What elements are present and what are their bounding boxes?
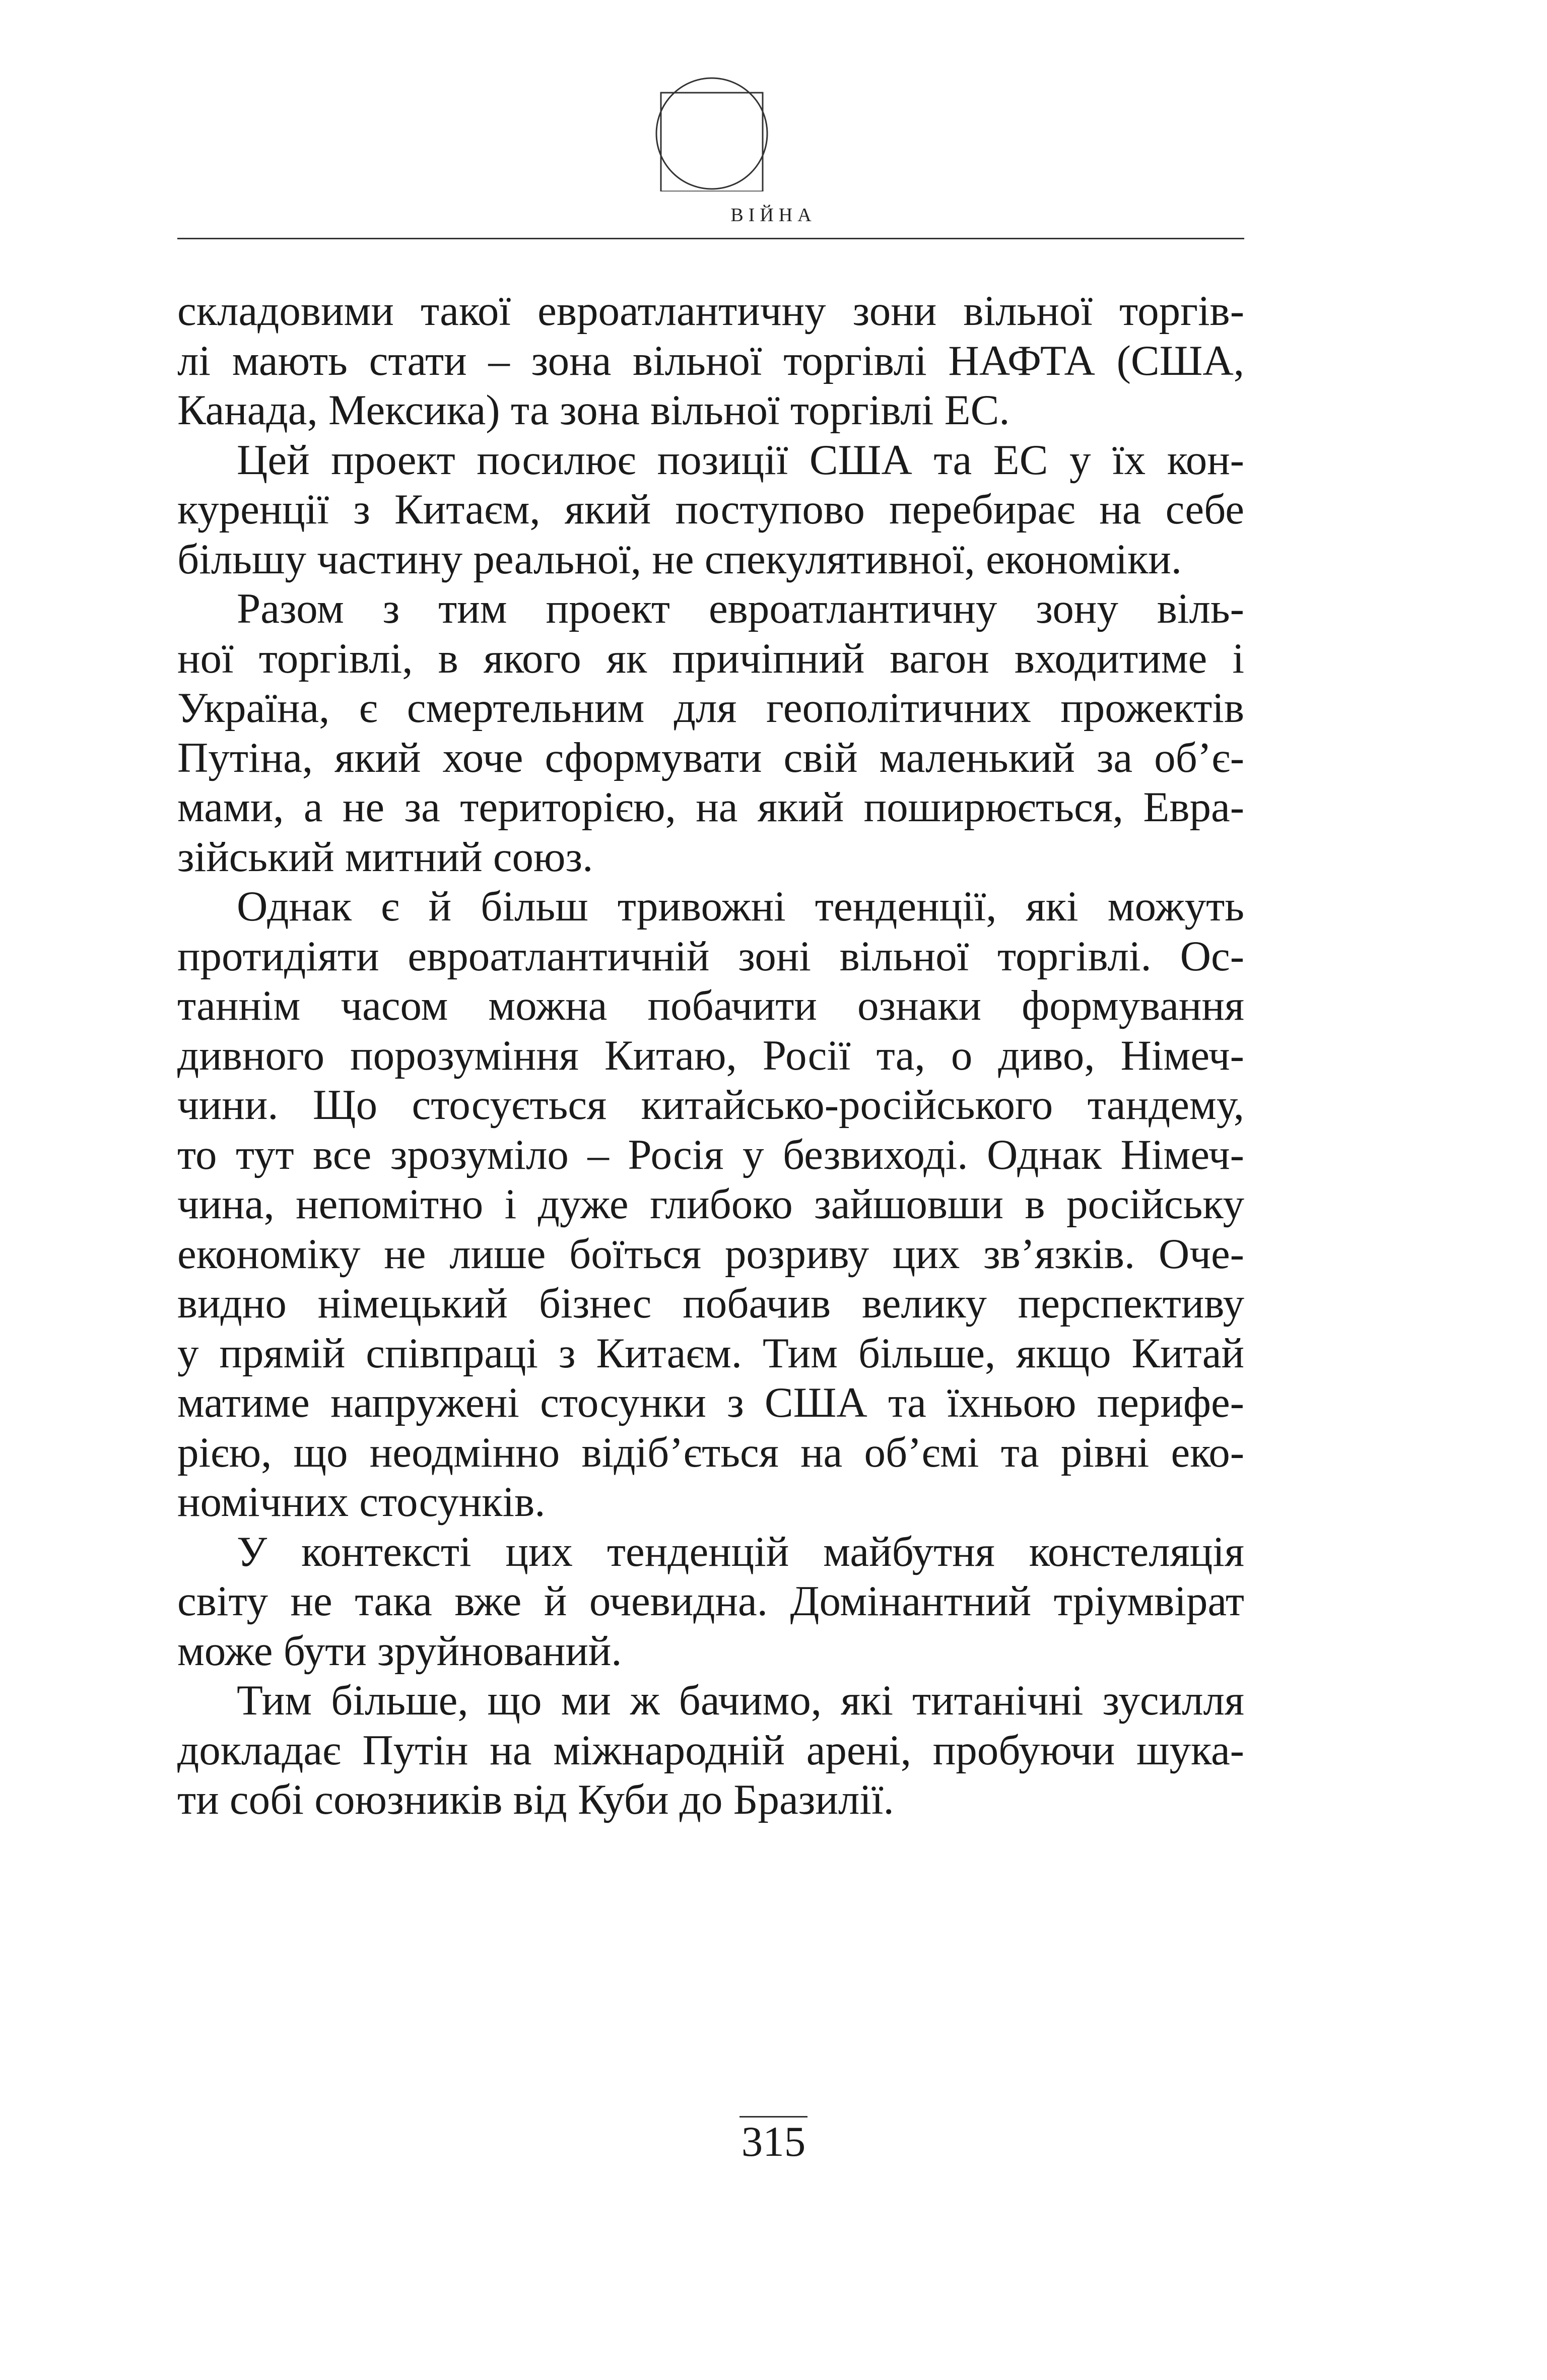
text-line: ти собі союзників від Куби до Бразилії. <box>177 1776 894 1823</box>
page-number <box>0 2116 1547 2167</box>
text-line: докладає Путін на міжнародній арені, пробуючи шука- <box>177 1726 1244 1774</box>
header-divider <box>177 238 1244 239</box>
circle-square-emblem-icon <box>654 76 770 191</box>
section-title: ВІЙНА <box>730 205 817 226</box>
text-line: Канада, Мексика) та зона вільної торгівлі ЕС. <box>177 386 1010 434</box>
text-line: матиме напружені стосунки з США та їхньою перифе- <box>177 1379 1244 1426</box>
text-line: рією, що неодмінно відіб’ється на об’ємі та рівні еко- <box>177 1428 1244 1476</box>
text-line: чина, непомітно і дуже глибоко зайшовши в російську <box>177 1180 1244 1228</box>
text-line: Цей проект посилює позиції США та ЕС у їх кон- <box>237 436 1244 484</box>
text-line: у прямій співпраці з Китаєм. Тим більше, якщо Китай <box>177 1329 1244 1377</box>
text-line: чини. Що стосується китайсько-російського тандему, <box>177 1081 1244 1129</box>
text-line: Путіна, який хоче сформувати свій маленький за об’є- <box>177 734 1244 781</box>
text-line: то тут все зрозуміло – Росія у безвиході. Однак Німеч- <box>177 1131 1244 1178</box>
text-line: економіку не лише боїться розриву цих зв’язків. Оче- <box>177 1230 1244 1278</box>
text-line: Тим більше, що ми ж бачимо, які титанічні зусилля <box>237 1677 1244 1724</box>
text-line: ної торгівлі, в якого як причіпний вагон входитиме і <box>177 634 1244 682</box>
text-line: номічних стосунків. <box>177 1478 546 1526</box>
text-line: Україна, є смертельним для геополітичних прожектів <box>177 684 1244 732</box>
text-line: складовими такої евроатлантичну зони вільної торгів- <box>177 287 1244 335</box>
text-line: лі мають стати – зона вільної торгівлі НАФТА (США, <box>177 337 1244 384</box>
text-line: зійський митний союз. <box>177 833 593 881</box>
text-line: Однак є й більш тривожні тенденції, які можуть <box>237 883 1244 930</box>
text-line: дивного порозуміння Китаю, Росії та, о диво, Німеч- <box>177 1031 1244 1079</box>
text-line: Разом з тим проект евроатлантичну зону віль- <box>237 585 1244 632</box>
text-line: видно німецький бізнес побачив велику перспективу <box>177 1280 1244 1327</box>
text-line: більшу частину реальної, не спекулятивної, економіки. <box>177 535 1182 583</box>
text-line: мами, а не за територією, на який поширюється, Евра- <box>177 783 1244 831</box>
text-line: протидіяти евроатлантичній зоні вільної торгівлі. Ос- <box>177 932 1244 980</box>
text-line: світу не така вже й очевидна. Домінантний тріумвірат <box>177 1577 1244 1625</box>
text-line: може бути зруйнований. <box>177 1627 622 1675</box>
page-body <box>177 286 1244 1825</box>
text-line: У контексті цих тенденцій майбутня констеляція <box>237 1528 1244 1575</box>
text-line: таннім часом можна побачити ознаки формування <box>177 982 1244 1029</box>
text-line: куренції з Китаєм, який поступово перебирає на себе <box>177 486 1244 533</box>
page-number-value: 315 <box>739 2116 808 2166</box>
